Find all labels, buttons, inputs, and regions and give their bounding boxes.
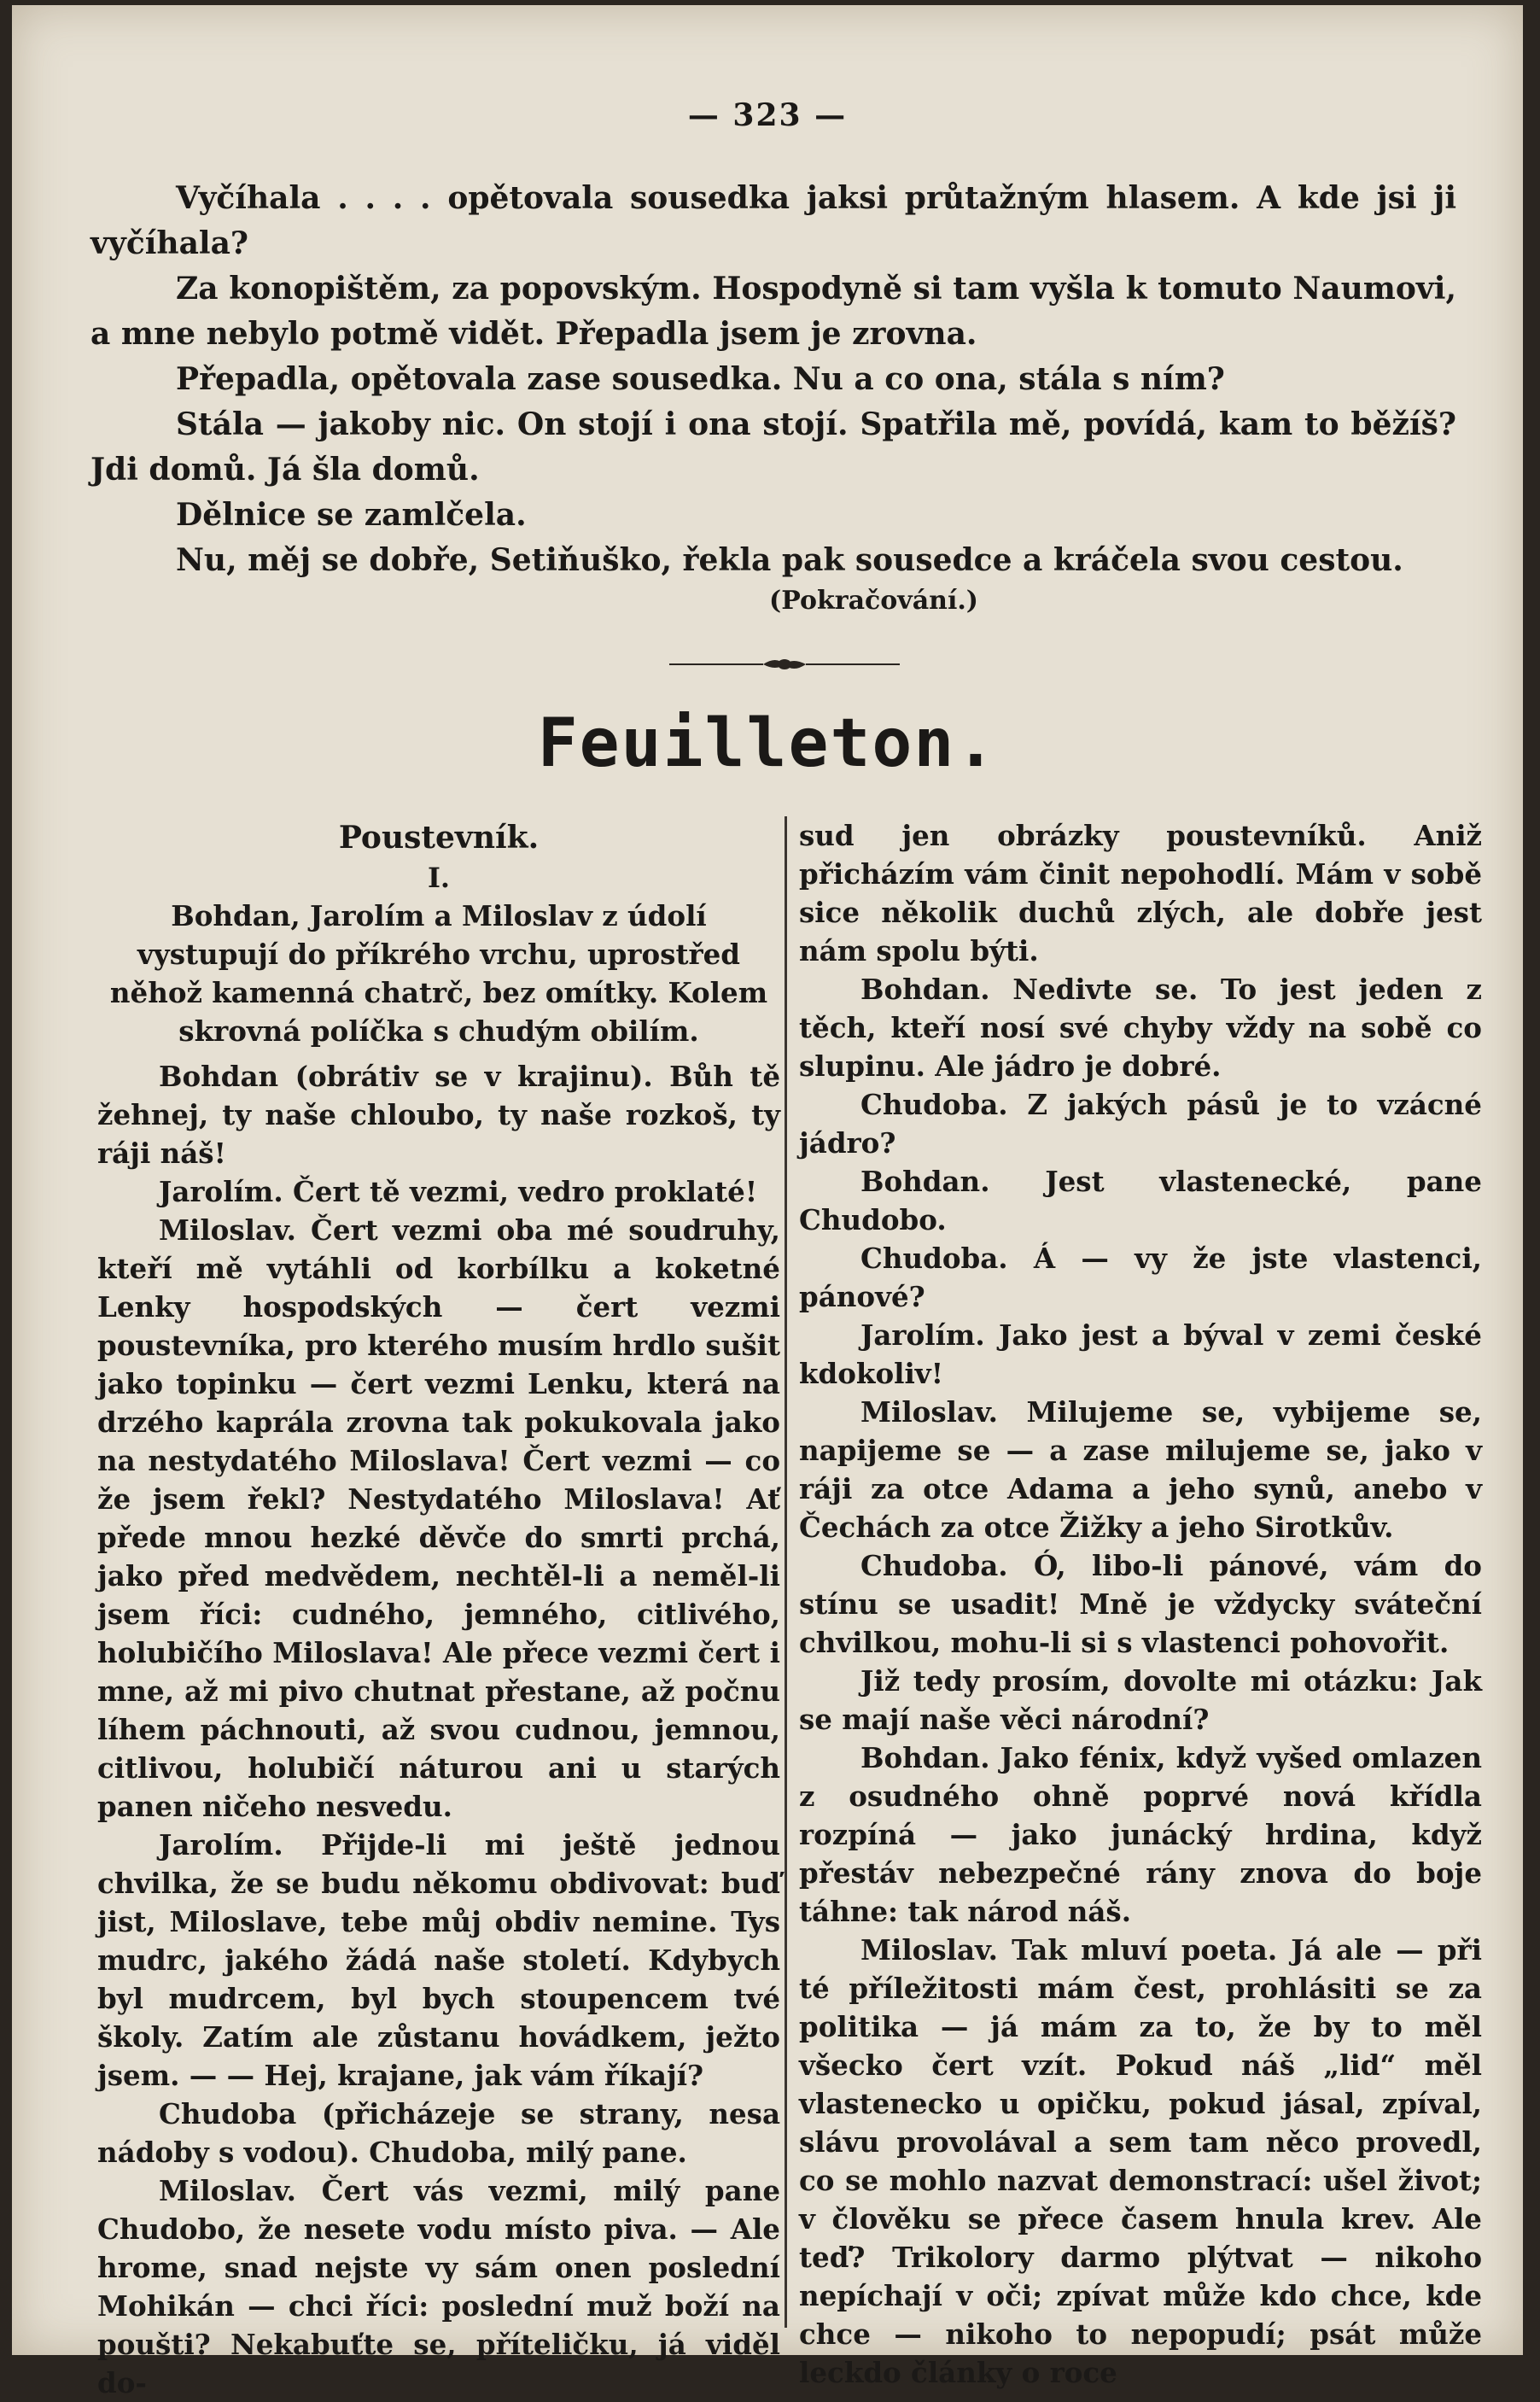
paragraph: Nu, měj se dobře, Setiňuško, řekla pak sousedce a kráčela svou cestou. [176, 542, 1403, 578]
dialogue-paragraph: Již tedy prosím, dovolte mi otázku: Jak se mají naše věci národní? [799, 1664, 1482, 1736]
left-column [97, 816, 780, 2402]
dialogue-paragraph: Miloslav. Tak mluví poeta. Já ale — při té příležitosti mám čest, prohlásiti se za politika — já mám za to, že by to měl všecko čert vzít. Pokud náš „lid“ měl vlastenecko u opičku, pokud jásal, zpíval, slávu provolával a sem tam něco provedl, co se mohlo nazvat demonstrací: ušel život; v člověku se přece časem hnula krev. Ale teď? Trikolory darmo plýtvat — nikoho nepíchají v oči; zpívat může kdo chce, kde chce — nikoho to nepopudí; psát může leckdo články o roce [799, 1933, 1482, 2389]
dialogue-paragraph: Miloslav. Čert vezmi oba mé soudruhy, kteří mě vytáhli od korbílku a koketné Lenky hospodských — čert vezmi poustevníka, pro kterého musím hrdlo sušit jako topinku — čert vezmi Lenku, která na drzého kaprála zrovna tak pokukovala jako na nestydatého Miloslava! Čert vezmi — co že jsem řekl? Nestydatého Miloslava! Ať přede mnou hezké děvče do smrti prchá, jako před medvědem, nechtěl-li a neměl-li jsem říci: cudného, jemného, citlivého, holubičího Miloslava! Ale přece vezmi čert i mne, až mi pivo chutnat přestane, až počnu líhem páchnouti, až svou cudnou, jemnou, citlivou, holubičí náturou ani u starých panen ničeho nesvedu. [97, 1213, 780, 1823]
top-section [90, 176, 1456, 623]
column-divider [785, 816, 787, 2328]
dialogue-paragraph: Chudoba (přicházeje se strany, nesa nádoby s vodou). Chudoba, milý pane. [97, 2097, 780, 2169]
stage-direction: Bohdan, Jarolím a Miloslav z údolí vystupují do příkrého vrchu, uprostřed něhož kamenná chatrč, bez omítky. Kolem skrovná políčka s chudým obilím. [109, 899, 768, 1048]
dialogue-paragraph: Jarolím. Čert tě vezmi, vedro proklaté! [159, 1175, 758, 1208]
dialogue-paragraph: Bohdan (obrátiv se v krajinu). Bůh tě žehnej, ty naše chloubo, ty naše rozkoš, ty ráji náš! [97, 1060, 780, 1170]
paragraph: Dělnice se zamlčela. [176, 497, 527, 533]
article-title: Poustevník. [338, 820, 540, 856]
dialogue-paragraph: Bohdan. Jest vlastenecké, pane Chudobo. [799, 1165, 1482, 1236]
paragraph: Vyčíhala . . . . opětovala sousedka jaksi průtažným hlasem. A kde jsi ji vyčíhala? [90, 180, 1456, 261]
right-column [799, 816, 1482, 2392]
dialogue-paragraph: Miloslav. Čert vás vezmi, milý pane Chudobo, že nesete vodu místo piva. — Ale hrome, snad nejste vy sám onen poslední Mohikán — chci říci: poslední muž boží na poušti? Nekabuťte se, příteličku, já viděl do- [97, 2174, 780, 2399]
section-heading: Feuilleton. [537, 705, 998, 782]
dialogue-paragraph: Bohdan. Nedivte se. To jest jeden z těch, kteří nosí své chyby vždy na sobě co slupinu. Ale jádro je dobré. [799, 973, 1482, 1083]
continuation-note: (Pokračování.) [769, 586, 978, 616]
page-number: — 323 — [687, 97, 848, 133]
ornament-divider [669, 654, 900, 675]
newspaper-page [12, 5, 1523, 2399]
dialogue-paragraph: Chudoba. Á — vy že jste vlastenci, pánové? [799, 1242, 1482, 1313]
dialogue-paragraph: Miloslav. Milujeme se, vybijeme se, napijeme se — a zase milujeme se, jako v ráji za otce Adama a jeho synů, anebo v Čechách za otce Žižky a jeho Sirotkův. [799, 1395, 1482, 1544]
dialogue-paragraph: Chudoba. Ó, libo-li pánové, vám do stínu se usadit! Mně je vždycky sváteční chvilkou, mohu-li si s vlastenci pohovořit. [799, 1549, 1482, 1659]
dialogue-paragraph: Jarolím. Přijde-li mi ještě jednou chvilka, že se budu někomu obdivovat: buď jist, Miloslave, tebe můj obdiv nemine. Tys mudrc, jakého žádá naše století. Kdybych byl mudrcem, byl bych stoupencem tvé školy. Zatím ale zůstanu hovádkem, ježto jsem. — — Hej, krajane, jak vám říkají? [97, 1828, 780, 2092]
paragraph: Stála — jakoby nic. On stojí i ona stojí. Spatřila mě, povídá, kam to běžíš? Jdi domů. Já šla domů. [90, 406, 1456, 488]
dialogue-paragraph: sud jen obrázky poustevníků. Aniž přicházím vám činit nepohodlí. Mám v sobě sice několik duchů zlých, ale dobře jest nám spolu býti. [799, 819, 1482, 967]
dialogue-paragraph: Bohdan. Jako fénix, když vyšed omlazen z osudného ohně poprvé nová křídla rozpíná — jako junácký hrdina, když přestáv nebezpečné rány znova do boje táhne: tak národ náš. [799, 1741, 1482, 1928]
dialogue-paragraph: Jarolím. Jako jest a býval v zemi české kdokoliv! [799, 1318, 1482, 1390]
paragraph: Přepadla, opětovala zase sousedka. Nu a co ona, stála s ním? [176, 361, 1225, 397]
paragraph: Za konopištěm, za popovským. Hospodyně si tam vyšla k tomuto Naumovi, a mne nebylo potmě vidět. Přepadla jsem je zrovna. [90, 271, 1456, 352]
dialogue-paragraph: Chudoba. Z jakých pásů je to vzácné jádro? [799, 1088, 1482, 1160]
article-part: I. [427, 862, 451, 894]
